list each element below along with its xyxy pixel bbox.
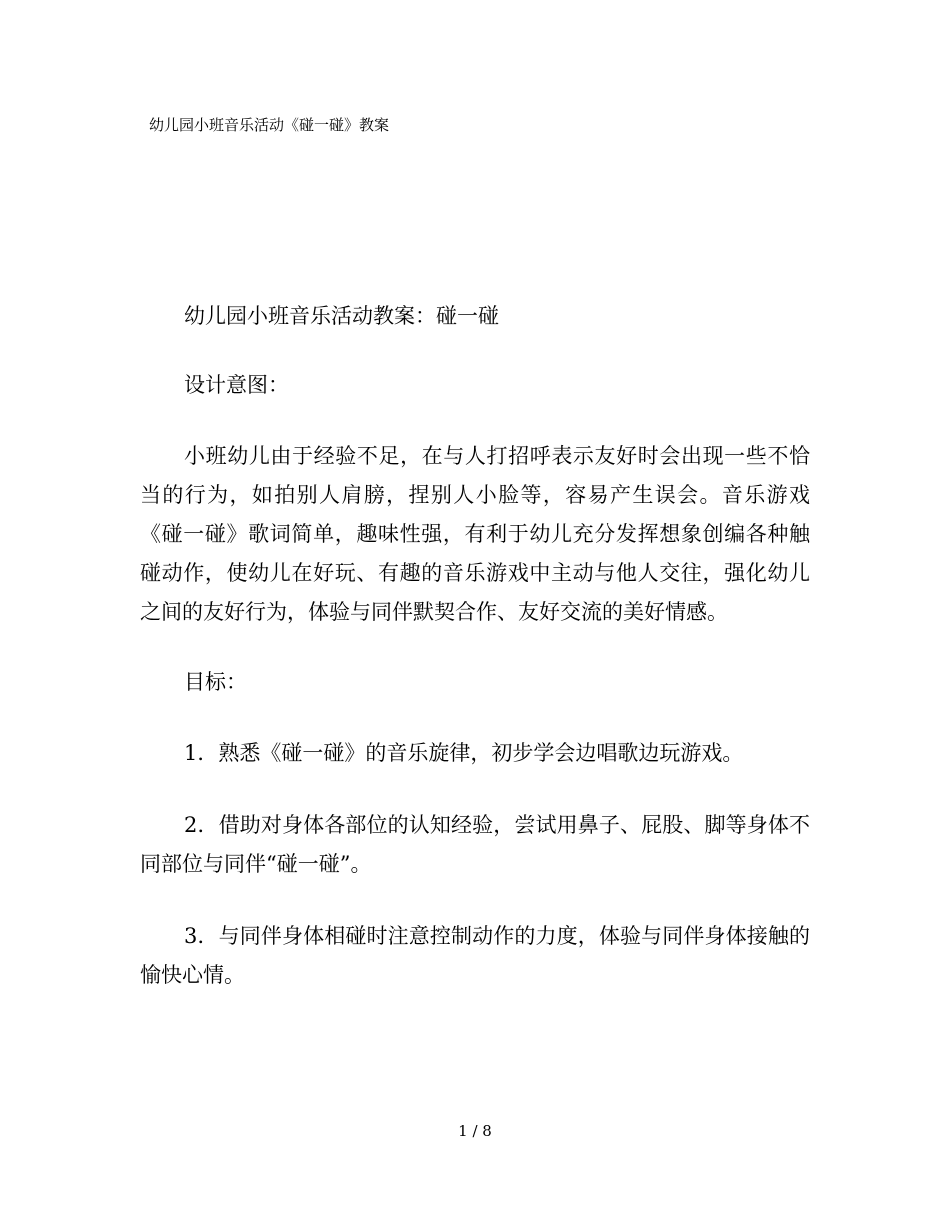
goal-item-1: 1．熟悉《碰一碰》的音乐旋律，初步学会边唱歌边玩游戏。 xyxy=(184,741,744,765)
design-body: 小班幼儿由于经验不足，在与人打招呼表示友好时会出现一些不恰当的行为，如拍别人肩膀，捏别人小脸等，容易产生误会。音乐游戏《碰一碰》歌词简单，趣味性强，有利于幼儿充分发挥想象创编各种触碰动作，使幼儿在好玩、有趣的音乐游戏中主动与他人交往，强化幼儿之间的友好行为，体验与同伴默契合作、友好交流的美好情感。 xyxy=(140,444,810,624)
document-title: 幼儿园小班音乐活动教案：碰一碰 xyxy=(184,304,499,328)
header-title: 幼儿园小班音乐活动《碰一碰》教案 xyxy=(149,116,390,134)
design-heading: 设计意图： xyxy=(184,373,289,397)
page-number: 1 / 8 xyxy=(458,1122,492,1140)
goal-item-3: 3．与同伴身体相碰时注意控制动作的力度，体验与同伴身体接触的愉快心情。 xyxy=(140,924,810,987)
goal-item-2: 2．借助对身体各部位的认知经验，尝试用鼻子、屁股、脚等身体不同部位与同伴“碰一碰”。 xyxy=(140,813,810,876)
goals-heading: 目标： xyxy=(184,670,247,694)
document-content xyxy=(140,297,810,995)
